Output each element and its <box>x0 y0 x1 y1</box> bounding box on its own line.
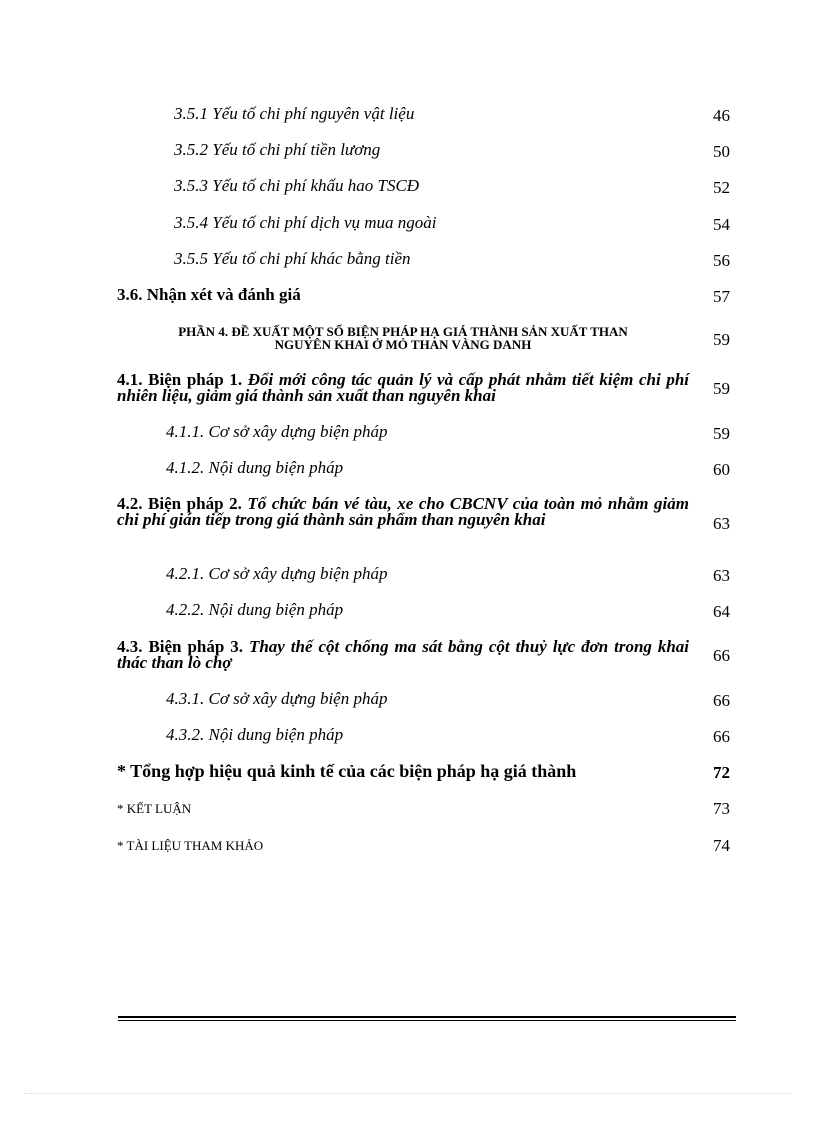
toc-entry-label: 3.5.2 Yếu tố chi phí tiền lương <box>174 140 381 159</box>
toc-entry-label: 4.2.2. Nội dung biện pháp <box>166 600 344 619</box>
toc-entry-page: 59 <box>713 330 730 349</box>
toc-entry-page: 57 <box>713 287 730 306</box>
toc-entry-prefix: 4.2. Biện pháp 2. <box>117 494 242 513</box>
toc-entry-page: 63 <box>713 514 730 533</box>
toc-part-heading-line-1: PHẦN 4. ĐỀ XUẤT MỘT SỐ BIỆN PHÁP HẠ GIÁ THÀNH SẢN XUẤT THAN <box>178 324 628 339</box>
toc-entry-page: 72 <box>713 763 730 782</box>
toc-entry-label: 3.5.5 Yếu tố chi phí khác bằng tiền <box>174 249 411 268</box>
toc-entry-label <box>117 639 689 671</box>
toc-entry-title: Thay thế cột chống ma sát bằng cột thuỷ lực đơn trong khai thác than lò chợ <box>117 637 690 672</box>
toc-entry-label: * Tổng hợp hiệu quả kinh tế của các biện pháp hạ giá thành <box>117 761 577 781</box>
toc-entry-label <box>117 496 689 528</box>
toc-entry-label: 3.5.3 Yếu tố chi phí khấu hao TSCĐ <box>174 176 420 195</box>
toc-entry-label: 4.2.1. Cơ sở xây dựng biện pháp <box>166 564 388 583</box>
toc-entry-page: 60 <box>713 460 730 479</box>
toc-entry-page: 66 <box>713 691 730 710</box>
toc-entry-label <box>117 372 689 404</box>
toc-entry-label: 4.1.1. Cơ sở xây dựng biện pháp <box>166 422 388 441</box>
toc-entry-page: 54 <box>713 215 730 234</box>
toc-entry-label: 4.1.2. Nội dung biện pháp <box>166 458 344 477</box>
toc-entry-label: 4.3.1. Cơ sở xây dựng biện pháp <box>166 689 388 708</box>
toc-entry-title: Đổi mới công tác quản lý và cấp phát nhằm tiết kiệm chi phí nhiên liệu, giảm giá thành sản xuất than nguyên khai <box>117 370 690 405</box>
toc-entry-page: 56 <box>713 251 730 270</box>
footer-rule-top <box>118 1016 736 1018</box>
toc-entry-page: 66 <box>713 646 730 665</box>
toc-entry-page: 59 <box>713 424 730 443</box>
toc-entry-label: * KẾT LUẬN <box>117 801 192 816</box>
page-bottom-divider <box>24 1093 792 1094</box>
toc-entry-label: 3.5.1 Yếu tố chi phí nguyên vật liệu <box>174 104 415 123</box>
toc-entry-page: 64 <box>713 602 730 621</box>
toc-part-heading-line-2: NGUYÊN KHAI Ở MỎ THAN VÀNG DANH <box>274 337 532 352</box>
toc-entry-page: 46 <box>713 106 730 125</box>
toc-entry-title: Tổ chức bán vé tàu, xe cho CBCNV của toàn mỏ nhằm giảm chi phí gián tiếp trong giá thành sản phẩm than nguyên khai <box>117 494 689 529</box>
toc-entry-prefix: 4.1. Biện pháp 1. <box>117 370 243 389</box>
toc-entry-label: 3.6. Nhận xét và đánh giá <box>117 285 301 304</box>
toc-entry-page: 50 <box>713 142 730 161</box>
toc-entry-label: 3.5.4 Yếu tố chi phí dịch vụ mua ngoài <box>174 213 437 232</box>
toc-entry-page: 52 <box>713 178 730 197</box>
toc-entry-page: 63 <box>713 566 730 585</box>
toc-entry-label: 4.3.2. Nội dung biện pháp <box>166 725 344 744</box>
toc-entry-page: 59 <box>713 379 730 398</box>
toc-entry-page: 74 <box>713 836 730 855</box>
toc-entry-label: * TÀI LIỆU THAM KHẢO <box>117 838 264 853</box>
footer-rule-bottom <box>118 1020 736 1021</box>
toc-entry-page: 66 <box>713 727 730 746</box>
toc-entry-page: 73 <box>713 799 730 818</box>
toc-entry-prefix: 4.3. Biện pháp 3. <box>117 637 243 656</box>
